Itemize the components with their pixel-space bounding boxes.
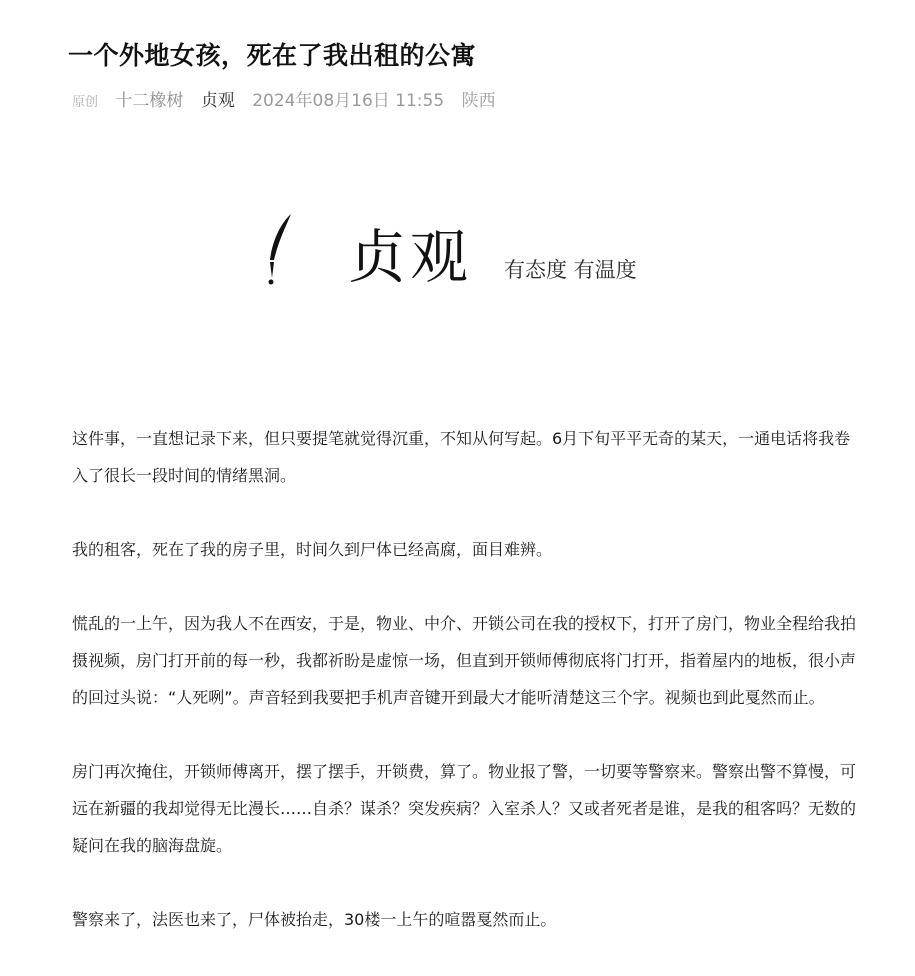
article-body [72, 420, 862, 938]
publish-location: 陕西 [461, 91, 496, 111]
brand-name: 贞观 [348, 223, 473, 291]
brand-slogan: 有态度 有温度 [504, 258, 637, 282]
paragraph: 警察来了，法医也来了，尸体被抬走，30楼一上午的喧嚣戛然而止。 [72, 910, 557, 929]
author-name: 贞观 [200, 91, 235, 111]
paragraph: 这件事，一直想记录下来，但只要提笔就觉得沉重，不知从何写起。6月下旬平平无奇的某天，一通电话将我卷入了很长一段时间的情绪黑洞。 [72, 429, 851, 485]
article-title: 一个外地女孩，死在了我出租的公寓 [68, 41, 477, 70]
account-name-link[interactable]: 十二橡树 [115, 91, 184, 111]
paragraph: 慌乱的一上午，因为我人不在西安，于是，物业、中介、开锁公司在我的授权下，打开了房门，物业全程给我拍摄视频，房门打开前的每一秒，我都祈盼是虚惊一场，但直到开锁师傅彻底将门打开，指着屋内的地板，很小声的回过头说：“人死咧”。声音轻到我要把手机声音键开到最大才能听清楚这三个字。视频也到此戛然而止。 [72, 614, 857, 707]
article-meta [72, 86, 508, 111]
original-tag: 原创 [72, 95, 99, 110]
pen-icon [264, 212, 294, 286]
brand-logo [264, 204, 684, 294]
publish-datetime: 2024年08月16日 11:55 [252, 91, 445, 111]
paragraph: 房门再次掩住，开锁师傅离开，摆了摆手，开锁费，算了。物业报了警，一切要等警察来。警察出警不算慢，可远在新疆的我却觉得无比漫长……自杀？谋杀？突发疾病？入室杀人？又或者死者是谁，是我的租客吗？无数的疑问在我的脑海盘旋。 [72, 762, 857, 855]
paragraph: 我的租客，死在了我的房子里，时间久到尸体已经高腐，面目难辨。 [72, 540, 553, 559]
